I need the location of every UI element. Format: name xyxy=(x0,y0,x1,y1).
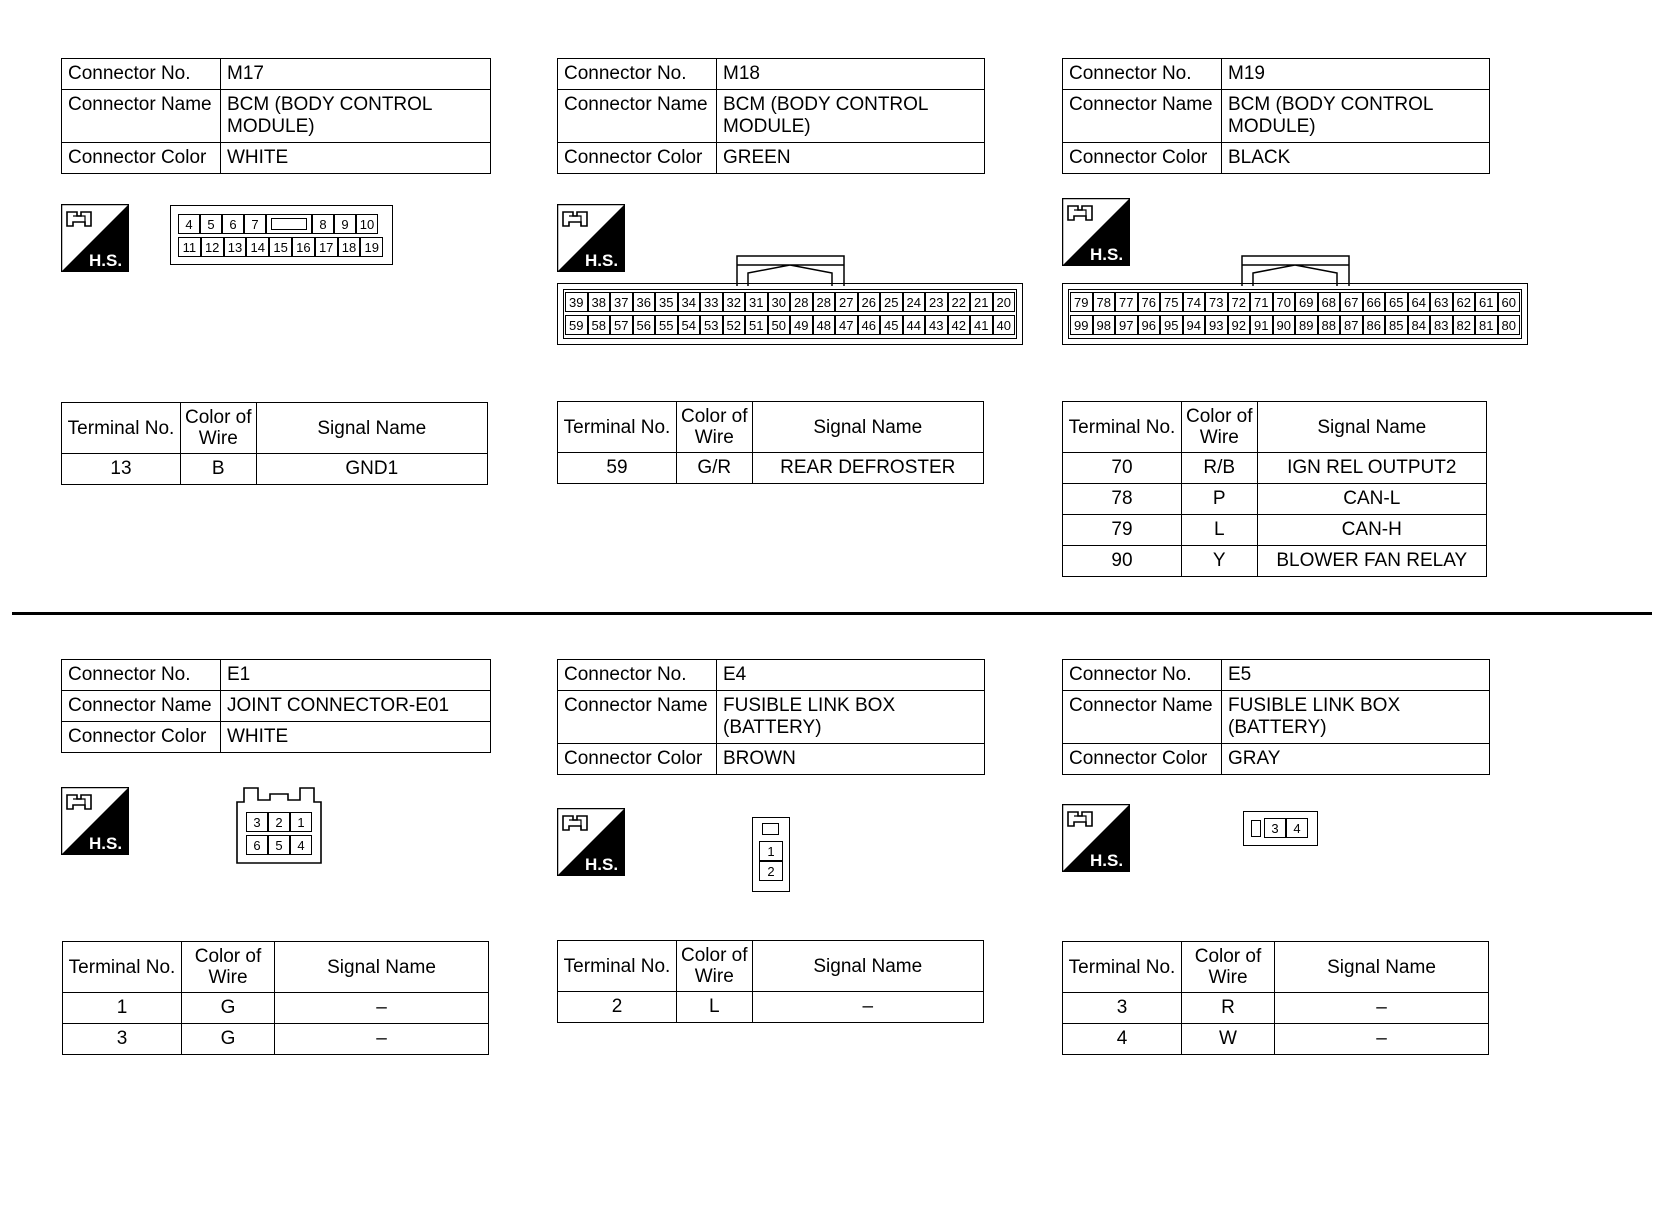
pin: 52 xyxy=(723,315,746,335)
terminal-cell: 70 xyxy=(1063,453,1182,484)
pin: 5 xyxy=(268,835,290,855)
pin: 82 xyxy=(1453,315,1476,335)
pin: 37 xyxy=(610,292,633,312)
pin: 8 xyxy=(312,214,334,234)
table-row xyxy=(63,1024,489,1055)
signal-cell: – xyxy=(275,993,489,1024)
pin: 4 xyxy=(1286,818,1308,838)
lock-tab xyxy=(266,214,312,234)
terminal-cell: 4 xyxy=(1063,1024,1182,1055)
pin: 2 xyxy=(268,812,290,832)
terminal-cell: 90 xyxy=(1063,546,1182,577)
header-color-of-wire: Color of Wire xyxy=(182,942,275,993)
wire-color-cell: G xyxy=(182,1024,275,1055)
label-connector-no: Connector No. xyxy=(62,59,221,90)
signal-cell: CAN-H xyxy=(1257,515,1486,546)
header-color-of-wire: Color of Wire xyxy=(181,403,257,454)
pin: 5 xyxy=(200,214,222,234)
pin: 2 xyxy=(759,861,783,881)
table-row xyxy=(558,992,984,1023)
pin: 95 xyxy=(1160,315,1183,335)
connector-no-value: M17 xyxy=(221,59,491,90)
label-connector-name: Connector Name xyxy=(62,691,221,722)
pin: 6 xyxy=(222,214,244,234)
wire-color-cell: P xyxy=(1182,484,1258,515)
pin: 88 xyxy=(1318,315,1341,335)
signal-table-m18 xyxy=(557,401,984,484)
pin: 58 xyxy=(588,315,611,335)
pin: 27 xyxy=(835,292,858,312)
pin: 23 xyxy=(925,292,948,312)
pin: 92 xyxy=(1228,315,1251,335)
header-terminal-no: Terminal No. xyxy=(558,402,677,453)
connector-color-value: GREEN xyxy=(717,143,985,174)
header-color-of-wire: Color of Wire xyxy=(677,402,753,453)
header-terminal-no: Terminal No. xyxy=(63,942,182,993)
connector-name-value: FUSIBLE LINK BOX (BATTERY) xyxy=(717,691,985,744)
pin: 10 xyxy=(356,214,378,234)
wire-color-cell: B xyxy=(181,454,257,485)
pin: 34 xyxy=(678,292,701,312)
pin: 32 xyxy=(723,292,746,312)
pin: 36 xyxy=(633,292,656,312)
pin: 66 xyxy=(1363,292,1386,312)
connector-no-value: E4 xyxy=(717,660,985,691)
pin: 55 xyxy=(655,315,678,335)
pin: 43 xyxy=(925,315,948,335)
pin: 16 xyxy=(292,237,315,257)
section-divider xyxy=(12,612,1652,615)
terminal-cell: 13 xyxy=(62,454,181,485)
label-connector-no: Connector No. xyxy=(62,660,221,691)
pin: 45 xyxy=(880,315,903,335)
pin: 98 xyxy=(1093,315,1116,335)
pin: 20 xyxy=(993,292,1016,312)
signal-table-e1 xyxy=(62,941,489,1055)
pin: 47 xyxy=(835,315,858,335)
header-terminal-no: Terminal No. xyxy=(558,941,677,992)
connector-no-value: M19 xyxy=(1222,59,1490,90)
pin: 1 xyxy=(759,841,783,861)
header-terminal-no: Terminal No. xyxy=(1063,402,1182,453)
pin: 62 xyxy=(1453,292,1476,312)
pin: 9 xyxy=(334,214,356,234)
wire-color-cell: L xyxy=(677,992,753,1023)
terminal-cell: 1 xyxy=(63,993,182,1024)
label-connector-color: Connector Color xyxy=(558,143,717,174)
connector-no-value: E1 xyxy=(221,660,491,691)
pin: 79 xyxy=(1070,292,1093,312)
signal-table-e5 xyxy=(1062,941,1489,1055)
label-connector-no: Connector No. xyxy=(1063,660,1222,691)
pin: 96 xyxy=(1138,315,1161,335)
table-row xyxy=(1063,993,1489,1024)
pin: 19 xyxy=(360,237,383,257)
hs-label: H.S. xyxy=(89,834,123,853)
pin: 94 xyxy=(1183,315,1206,335)
signal-cell: BLOWER FAN RELAY xyxy=(1257,546,1486,577)
wire-color-cell: G/R xyxy=(677,453,753,484)
connector-color-value: GRAY xyxy=(1222,744,1490,775)
terminal-cell: 3 xyxy=(63,1024,182,1055)
pin: 28 xyxy=(813,292,836,312)
pin: 28 xyxy=(790,292,813,312)
pin: 17 xyxy=(315,237,338,257)
label-connector-no: Connector No. xyxy=(558,660,717,691)
pin-row-bottom-m17 xyxy=(178,237,383,257)
pin: 67 xyxy=(1340,292,1363,312)
pin: 71 xyxy=(1250,292,1273,312)
pin: 4 xyxy=(178,214,200,234)
connector-name-value: JOINT CONNECTOR-E01 xyxy=(221,691,491,722)
pin: 33 xyxy=(700,292,723,312)
signal-cell: GND1 xyxy=(256,454,487,485)
hs-label: H.S. xyxy=(1090,851,1124,870)
pin: 51 xyxy=(745,315,768,335)
hs-label: H.S. xyxy=(1090,245,1124,264)
signal-table-m19 xyxy=(1062,401,1487,577)
connector-face-e4 xyxy=(752,817,790,892)
wire-color-cell: G xyxy=(182,993,275,1024)
pin: 46 xyxy=(858,315,881,335)
harness-side-icon xyxy=(1062,198,1130,266)
pin-row-bottom xyxy=(565,315,1015,335)
pin: 83 xyxy=(1430,315,1453,335)
pin: 64 xyxy=(1408,292,1431,312)
signal-table-e4 xyxy=(557,940,984,1023)
terminal-cell: 79 xyxy=(1063,515,1182,546)
hs-label: H.S. xyxy=(89,251,123,270)
pin: 24 xyxy=(903,292,926,312)
connector-color-value: WHITE xyxy=(221,143,491,174)
connector-info-e4 xyxy=(557,659,985,775)
pin: 26 xyxy=(858,292,881,312)
pin: 15 xyxy=(269,237,292,257)
pin: 90 xyxy=(1273,315,1296,335)
lock-tab xyxy=(1241,255,1351,287)
signal-cell: – xyxy=(275,1024,489,1055)
wire-color-cell: W xyxy=(1182,1024,1275,1055)
connector-name-value: FUSIBLE LINK BOX (BATTERY) xyxy=(1222,691,1490,744)
pin: 12 xyxy=(201,237,224,257)
label-connector-name: Connector Name xyxy=(1063,90,1222,143)
wire-color-cell: R/B xyxy=(1182,453,1258,484)
pin: 78 xyxy=(1093,292,1116,312)
table-row xyxy=(558,453,984,484)
label-connector-color: Connector Color xyxy=(62,143,221,174)
pin: 69 xyxy=(1295,292,1318,312)
header-signal-name: Signal Name xyxy=(275,942,489,993)
label-connector-name: Connector Name xyxy=(62,90,221,143)
pin: 30 xyxy=(768,292,791,312)
pin: 73 xyxy=(1205,292,1228,312)
pin: 65 xyxy=(1385,292,1408,312)
connector-color-value: BLACK xyxy=(1222,143,1490,174)
header-signal-name: Signal Name xyxy=(752,402,983,453)
pin: 6 xyxy=(246,835,268,855)
header-color-of-wire: Color of Wire xyxy=(1182,942,1275,993)
terminal-cell: 2 xyxy=(558,992,677,1023)
pin: 72 xyxy=(1228,292,1251,312)
pin: 76 xyxy=(1138,292,1161,312)
pin-column-e4 xyxy=(759,841,783,881)
header-signal-name: Signal Name xyxy=(1275,942,1489,993)
harness-side-icon xyxy=(557,204,625,272)
pin: 40 xyxy=(993,315,1016,335)
connector-face-e5 xyxy=(1243,811,1318,846)
pin: 70 xyxy=(1273,292,1296,312)
connector-name-value: BCM (BODY CONTROL MODULE) xyxy=(717,90,985,143)
pin: 4 xyxy=(290,835,312,855)
harness-side-icon xyxy=(557,808,625,876)
pin: 89 xyxy=(1295,315,1318,335)
pin: 11 xyxy=(178,237,201,257)
pin: 39 xyxy=(565,292,588,312)
header-color-of-wire: Color of Wire xyxy=(677,941,753,992)
pin: 85 xyxy=(1385,315,1408,335)
pin: 41 xyxy=(970,315,993,335)
pin: 74 xyxy=(1183,292,1206,312)
table-row xyxy=(1063,453,1487,484)
pin: 42 xyxy=(948,315,971,335)
connector-info-e1 xyxy=(61,659,491,753)
signal-table-m17 xyxy=(61,402,488,485)
label-connector-name: Connector Name xyxy=(1063,691,1222,744)
pin: 54 xyxy=(678,315,701,335)
pin-row-top xyxy=(565,292,1015,312)
connector-color-value: BROWN xyxy=(717,744,985,775)
pin: 21 xyxy=(970,292,993,312)
pin: 84 xyxy=(1408,315,1431,335)
harness-side-icon xyxy=(61,787,129,855)
signal-cell: CAN-L xyxy=(1257,484,1486,515)
pin: 87 xyxy=(1340,315,1363,335)
header-terminal-no: Terminal No. xyxy=(62,403,181,454)
connector-info-m19 xyxy=(1062,58,1490,174)
pin: 60 xyxy=(1498,292,1521,312)
label-connector-color: Connector Color xyxy=(558,744,717,775)
hs-label: H.S. xyxy=(585,855,619,874)
pin: 63 xyxy=(1430,292,1453,312)
table-row xyxy=(1063,546,1487,577)
pin: 68 xyxy=(1318,292,1341,312)
pin: 81 xyxy=(1475,315,1498,335)
header-signal-name: Signal Name xyxy=(752,941,983,992)
pin: 53 xyxy=(700,315,723,335)
pin: 1 xyxy=(290,812,312,832)
label-connector-name: Connector Name xyxy=(558,691,717,744)
pin: 49 xyxy=(790,315,813,335)
wire-color-cell: L xyxy=(1182,515,1258,546)
pin-row-top xyxy=(1070,292,1520,312)
header-signal-name: Signal Name xyxy=(256,403,487,454)
pin-row-e5 xyxy=(1264,818,1308,838)
pin: 56 xyxy=(633,315,656,335)
pin: 25 xyxy=(880,292,903,312)
wire-color-cell: R xyxy=(1182,993,1275,1024)
connector-name-value: BCM (BODY CONTROL MODULE) xyxy=(221,90,491,143)
pin: 80 xyxy=(1498,315,1521,335)
table-row xyxy=(62,454,488,485)
pin: 97 xyxy=(1115,315,1138,335)
label-connector-no: Connector No. xyxy=(1063,59,1222,90)
connector-color-value: WHITE xyxy=(221,722,491,753)
label-connector-no: Connector No. xyxy=(558,59,717,90)
pin: 48 xyxy=(813,315,836,335)
wire-color-cell: Y xyxy=(1182,546,1258,577)
pin: 59 xyxy=(565,315,588,335)
pin: 99 xyxy=(1070,315,1093,335)
signal-cell: – xyxy=(752,992,983,1023)
pin: 14 xyxy=(246,237,269,257)
pin: 3 xyxy=(246,812,268,832)
pin: 86 xyxy=(1363,315,1386,335)
signal-cell: – xyxy=(1275,993,1489,1024)
label-connector-color: Connector Color xyxy=(62,722,221,753)
header-color-of-wire: Color of Wire xyxy=(1182,402,1258,453)
label-connector-name: Connector Name xyxy=(558,90,717,143)
lock-tab xyxy=(762,823,779,835)
pin: 31 xyxy=(745,292,768,312)
table-row xyxy=(1063,484,1487,515)
pin-row-bottom xyxy=(1070,315,1520,335)
pin: 77 xyxy=(1115,292,1138,312)
pin: 7 xyxy=(244,214,266,234)
connector-info-e5 xyxy=(1062,659,1490,775)
terminal-cell: 78 xyxy=(1063,484,1182,515)
pin: 35 xyxy=(655,292,678,312)
pin: 91 xyxy=(1250,315,1273,335)
pin: 13 xyxy=(224,237,247,257)
pin: 50 xyxy=(768,315,791,335)
pin: 93 xyxy=(1205,315,1228,335)
signal-cell: – xyxy=(1275,1024,1489,1055)
pin: 61 xyxy=(1475,292,1498,312)
terminal-cell: 59 xyxy=(558,453,677,484)
header-terminal-no: Terminal No. xyxy=(1063,942,1182,993)
pin: 44 xyxy=(903,315,926,335)
pin: 75 xyxy=(1160,292,1183,312)
pin-row-top-m17 xyxy=(178,214,378,234)
pin: 3 xyxy=(1264,818,1286,838)
table-row xyxy=(63,993,489,1024)
connector-no-value: M18 xyxy=(717,59,985,90)
header-signal-name: Signal Name xyxy=(1257,402,1486,453)
pin: 38 xyxy=(588,292,611,312)
signal-cell: IGN REL OUTPUT2 xyxy=(1257,453,1486,484)
hs-label: H.S. xyxy=(585,251,619,270)
connector-no-value: E5 xyxy=(1222,660,1490,691)
harness-side-icon xyxy=(61,204,129,272)
label-connector-color: Connector Color xyxy=(1063,143,1222,174)
label-connector-color: Connector Color xyxy=(1063,744,1222,775)
pin: 22 xyxy=(948,292,971,312)
pin-row-top-e1 xyxy=(246,812,312,832)
lock-tab xyxy=(736,255,846,287)
connector-name-value: BCM (BODY CONTROL MODULE) xyxy=(1222,90,1490,143)
lock-tab xyxy=(1251,820,1261,837)
connector-info-m17 xyxy=(61,58,491,174)
pin-row-bottom-e1 xyxy=(246,835,312,855)
terminal-cell: 3 xyxy=(1063,993,1182,1024)
connector-info-m18 xyxy=(557,58,985,174)
signal-cell: REAR DEFROSTER xyxy=(752,453,983,484)
table-row xyxy=(1063,1024,1489,1055)
table-row xyxy=(1063,515,1487,546)
pin: 57 xyxy=(610,315,633,335)
pin: 18 xyxy=(338,237,361,257)
harness-side-icon xyxy=(1062,804,1130,872)
